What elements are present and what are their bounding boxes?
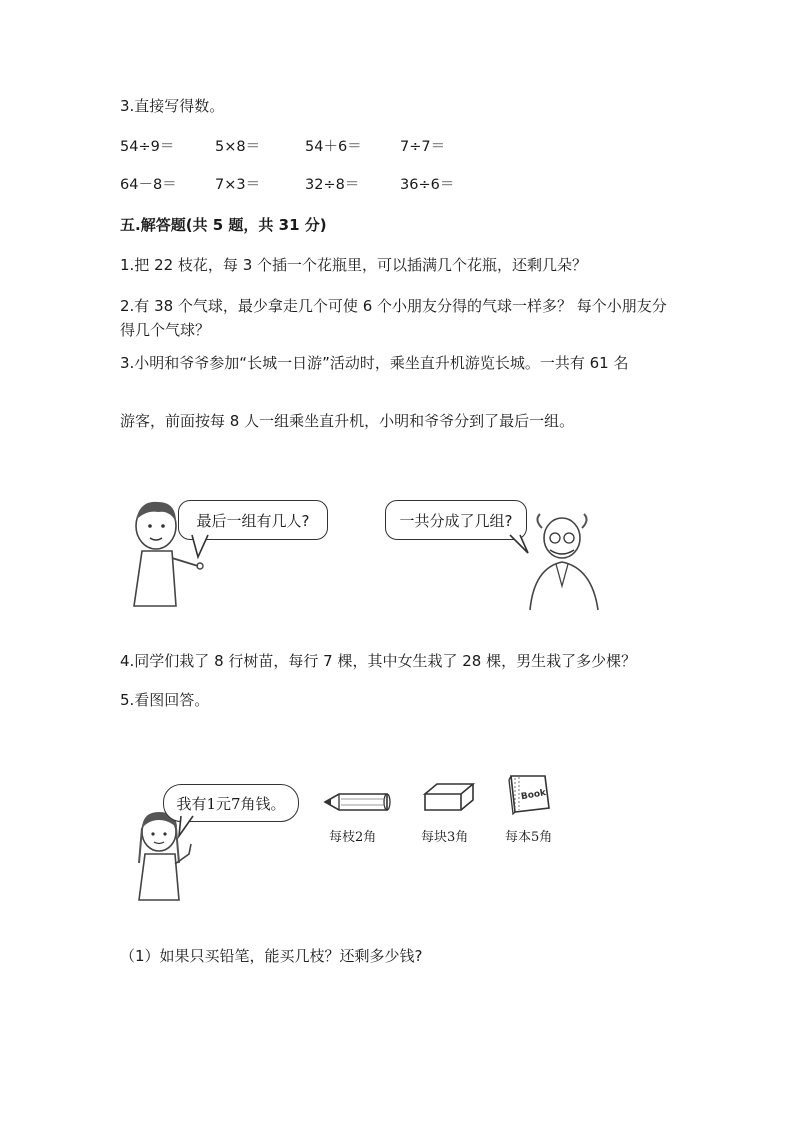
equation: 7÷7＝ — [400, 139, 446, 155]
grandpa-speech-bubble — [385, 500, 527, 540]
question-1: 1.把 22 枝花，每 3 个插一个花瓶里，可以插满几个花瓶，还剩几朵？ — [120, 256, 588, 274]
equation: 32÷8＝ — [305, 177, 360, 193]
equation: 64－8＝ — [120, 177, 177, 193]
q3-illustration — [110, 488, 600, 618]
notebook-cover-text: Book — [520, 788, 547, 803]
girl-speech-text: 我有1元7角钱。 — [176, 794, 286, 813]
question-4: 4.同学们栽了 8 行树苗，每行 7 棵，其中女生栽了 28 棵，男生栽了多少棵？ — [120, 652, 637, 670]
bubble-tail — [190, 535, 220, 565]
equation: 54÷9＝ — [120, 139, 175, 155]
equation: 54＋6＝ — [305, 139, 362, 155]
equation: 36÷6＝ — [400, 177, 455, 193]
notebook-icon — [505, 772, 553, 816]
q5-illustration — [125, 772, 575, 902]
question-3-line2: 游客，前面按每 8 人一组乘坐直升机，小明和爷爷分到了最后一组。 — [120, 412, 575, 430]
bubble-tail — [177, 816, 207, 846]
eraser-icon — [421, 780, 477, 816]
section3-title: 3.直接写得数。 — [120, 97, 225, 115]
eraser-price: 每块3角 — [421, 830, 469, 845]
equation: 5×8＝ — [215, 139, 261, 155]
boy-speech-bubble — [178, 500, 328, 540]
equation: 7×3＝ — [215, 177, 261, 193]
question-5-sub-1: （1）如果只买铅笔，能买几枝？还剩多少钱? — [120, 947, 423, 965]
question-2: 2.有 38 个气球，最少拿走几个可使 6 个小朋友分得的气球一样多？ 每个小朋友分得几个气球？ — [120, 297, 667, 339]
notebook-price: 每本5角 — [505, 830, 553, 845]
grandpa-icon — [520, 506, 610, 616]
section5-heading: 五.解答题(共 5 题，共 31 分) — [120, 216, 327, 234]
pencil-icon — [323, 790, 393, 814]
pencil-price: 每枝2角 — [329, 830, 377, 845]
grandpa-speech-text: 一共分成了几组? — [399, 511, 513, 530]
question-3-line1: 3.小明和爷爷参加“长城一日游”活动时，乘坐直升机游览长城。一共有 61 名 — [120, 354, 629, 372]
question-5: 5.看图回答。 — [120, 691, 210, 709]
boy-speech-text: 最后一组有几人? — [196, 511, 310, 530]
